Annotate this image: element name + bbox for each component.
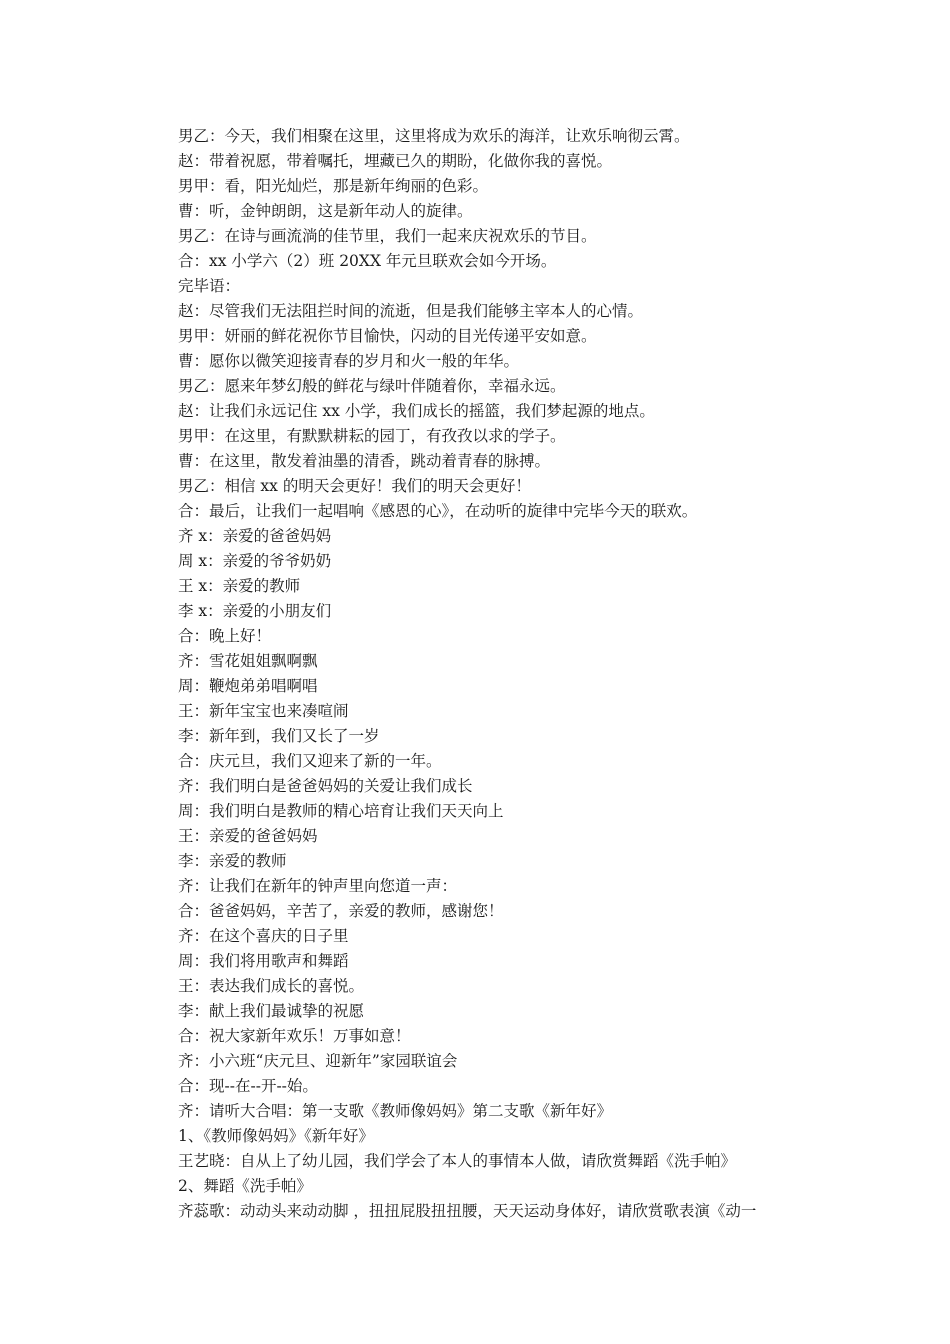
document-body [178, 124, 818, 1224]
text-line: 王：表达我们成长的喜悦。 [178, 977, 365, 995]
text-line: 曹：愿你以微笑迎接青春的岁月和火一般的年华。 [178, 352, 520, 370]
text-line: 周 x：亲爱的爷爷奶奶 [178, 552, 332, 570]
program-item: 2、舞蹈《洗手帕》 [178, 1177, 312, 1195]
text-line: 合：爸爸妈妈，辛苦了，亲爱的教师，感谢您！ [178, 902, 504, 920]
text-line: 齐：我们明白是爸爸妈妈的关爱让我们成长 [178, 777, 473, 795]
text-line: 李：献上我们最诚挚的祝愿 [178, 1002, 365, 1020]
text-line: 李：新年到，我们又长了一岁 [178, 727, 380, 745]
text-line: 王：新年宝宝也来凑喧闹 [178, 702, 349, 720]
text-line: 合：晚上好！ [178, 627, 272, 645]
text-line: 周：鞭炮弟弟唱啊唱 [178, 677, 318, 695]
text-line: 齐：小六班“庆元旦、迎新年”家园联谊会 [178, 1052, 458, 1070]
text-line: 赵：让我们永远记住 xx 小学，我们成长的摇篮，我们梦起源的地点。 [178, 402, 655, 420]
text-line: 王艺晓：自从上了幼儿园，我们学会了本人的事情本人做，请欣赏舞蹈《洗手帕》 [178, 1152, 737, 1170]
text-line: 男乙：愿来年梦幻般的鲜花与绿叶伴随着你，幸福永远。 [178, 377, 566, 395]
text-line: 合：最后，让我们一起唱响《感恩的心》，在动听的旋律中完毕今天的联欢。 [178, 502, 698, 520]
text-line: 周：我们明白是教师的精心培育让我们天天向上 [178, 802, 504, 820]
text-line: 齐：请听大合唱：第一支歌《教师像妈妈》第二支歌《新年好》 [178, 1102, 613, 1120]
text-line: 齐：雪花姐姐飘啊飘 [178, 652, 318, 670]
text-line: 王 x：亲爱的教师 [178, 577, 301, 595]
program-item: 1、《教师像妈妈》《新年好》 [178, 1127, 374, 1145]
text-line: 王：亲爱的爸爸妈妈 [178, 827, 318, 845]
text-line: 李：亲爱的教师 [178, 852, 287, 870]
text-line: 赵：带着祝愿，带着嘱托，埋藏已久的期盼，化做你我的喜悦。 [178, 152, 613, 170]
text-line: 合：现--在--开--始。 [178, 1077, 318, 1095]
text-line: 男甲：妍丽的鲜花祝你节目愉快，闪动的目光传递平安如意。 [178, 327, 597, 345]
text-line: 男乙：今天，我们相聚在这里，这里将成为欢乐的海洋，让欢乐响彻云霄。 [178, 127, 690, 145]
text-line: 男乙：相信 xx 的明天会更好！我们的明天会更好！ [178, 477, 531, 495]
text-line: 齐 x：亲爱的爸爸妈妈 [178, 527, 332, 545]
text-line: 合：xx 小学六（2）班 20XX 年元旦联欢会如今开场。 [178, 252, 557, 270]
text-line: 男甲：在这里，有默默耕耘的园丁，有孜孜以求的学子。 [178, 427, 566, 445]
text-line: 合：庆元旦，我们又迎来了新的一年。 [178, 752, 442, 770]
text-line: 齐：在这个喜庆的日子里 [178, 927, 349, 945]
section-heading: 完毕语： [178, 277, 241, 295]
text-line: 男乙：在诗与画流淌的佳节里，我们一起来庆祝欢乐的节目。 [178, 227, 597, 245]
text-line: 齐蕊歌：动动头来动动脚 ，扭扭屁股扭扭腰，天天运动身体好，请欣赏歌表演《动一 [178, 1202, 757, 1220]
text-line: 齐：让我们在新年的钟声里向您道一声： [178, 877, 458, 895]
text-line: 周：我们将用歌声和舞蹈 [178, 952, 349, 970]
text-line: 曹：在这里，散发着油墨的清香，跳动着青春的脉搏。 [178, 452, 551, 470]
text-line: 曹：听，金钟朗朗，这是新年动人的旋律。 [178, 202, 473, 220]
text-line: 赵：尽管我们无法阻拦时间的流逝，但是我们能够主宰本人的心情。 [178, 302, 644, 320]
text-line: 合：祝大家新年欢乐！万事如意！ [178, 1027, 411, 1045]
text-line: 李 x：亲爱的小朋友们 [178, 602, 332, 620]
text-line: 男甲：看，阳光灿烂，那是新年绚丽的色彩。 [178, 177, 489, 195]
